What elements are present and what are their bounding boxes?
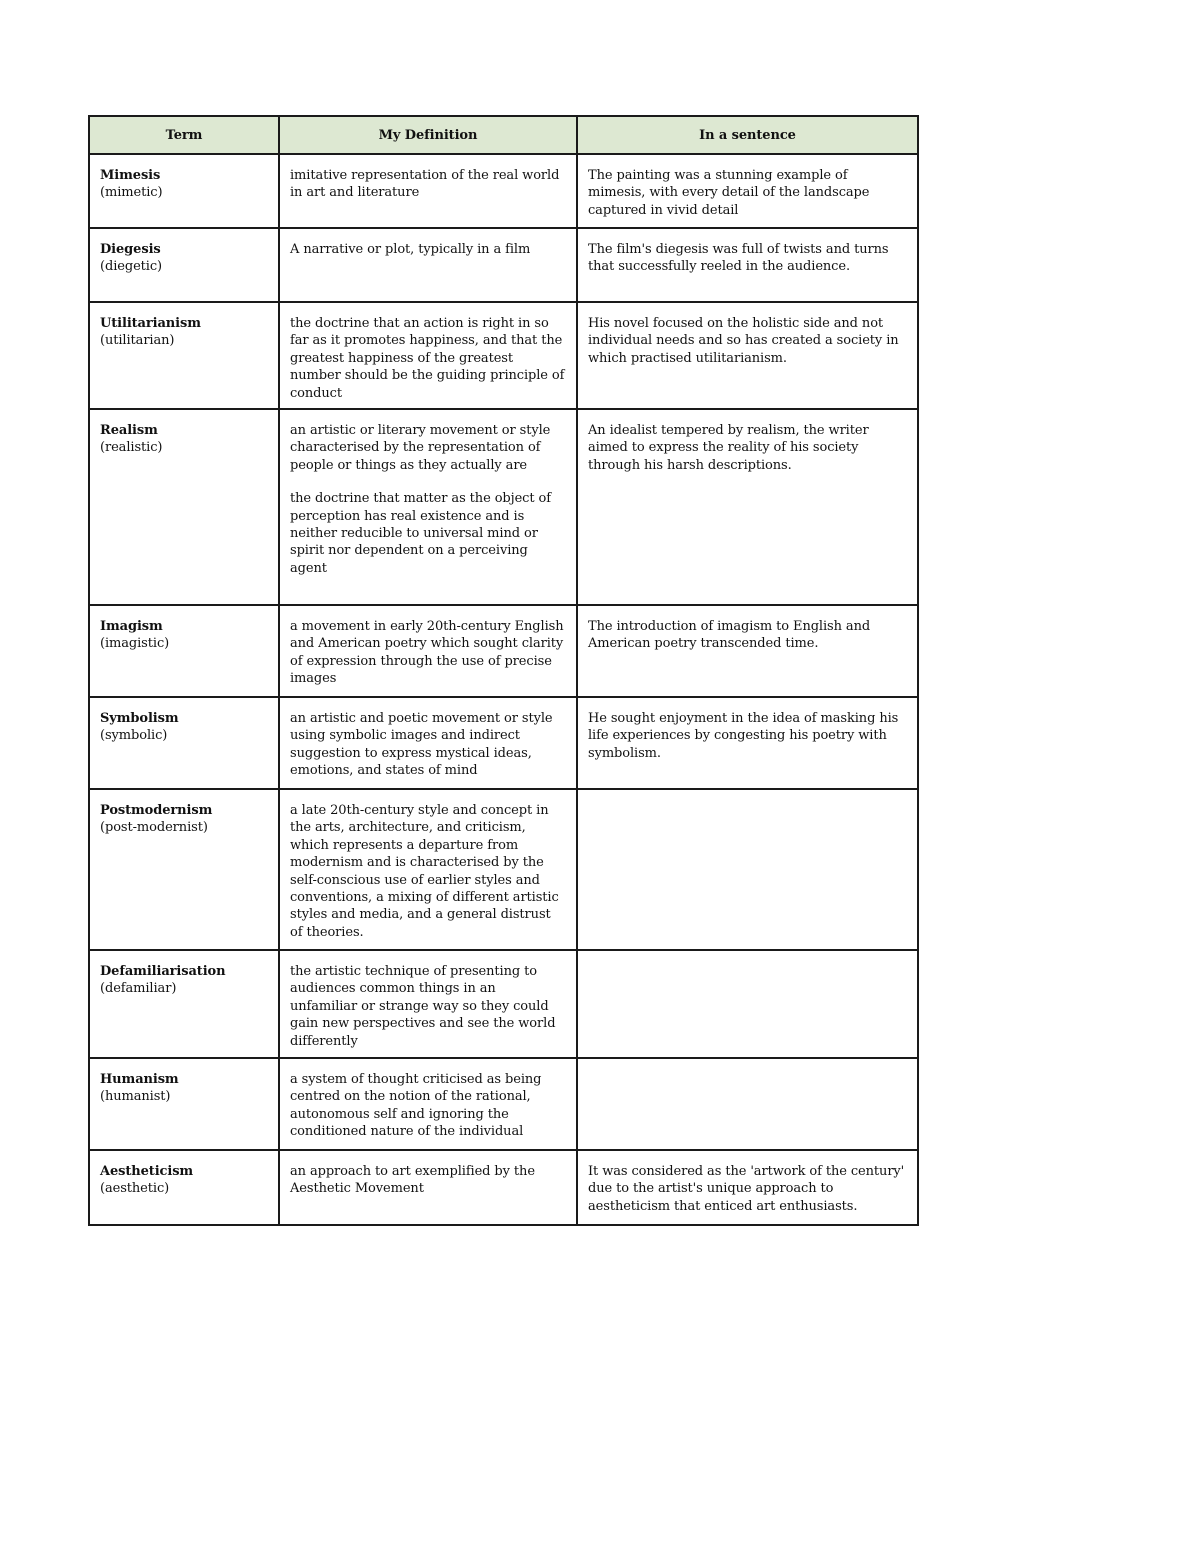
definition-cell xyxy=(279,1150,577,1225)
sentence-cell xyxy=(577,154,918,228)
header-row xyxy=(89,116,918,154)
term-cell xyxy=(89,605,279,697)
definition-cell xyxy=(279,605,577,697)
sentence-cell xyxy=(577,302,918,409)
term-word-form: (post-modernist) xyxy=(100,820,208,836)
sentence-text: It was considered as the 'artwork of the century' due to the artist's unique approach to aestheticism that enticed art enthusiasts. xyxy=(588,1164,905,1214)
definition-text: the doctrine that matter as the object of perception has real existence and is neither reducible to universal mind or spirit nor dependent on a perceiving agent xyxy=(290,491,551,576)
term-word-form: (mimetic) xyxy=(100,185,163,201)
definition-text: an approach to art exemplified by the Aesthetic Movement xyxy=(290,1164,535,1197)
term-cell xyxy=(89,154,279,228)
definition-text: a movement in early 20th-century English and American poetry which sought clarity of expression through the use of precise images xyxy=(290,619,564,687)
sentence-text: An idealist tempered by realism, the writer aimed to express the reality of his society through his harsh descriptions. xyxy=(588,423,869,473)
definition-cell xyxy=(279,950,577,1058)
table-row xyxy=(89,228,918,302)
sentence-cell xyxy=(577,950,918,1058)
term-name: Realism xyxy=(100,423,158,439)
definition-cell xyxy=(279,154,577,228)
definition-text: a system of thought criticised as being centred on the notion of the rational, autonomous self and ignoring the conditioned nature of the individual xyxy=(290,1072,542,1140)
term-word-form: (diegetic) xyxy=(100,259,162,275)
definition-cell xyxy=(279,789,577,950)
definition-cell xyxy=(279,302,577,409)
term-name: Humanism xyxy=(100,1072,179,1088)
table-row xyxy=(89,1058,918,1150)
term-cell xyxy=(89,697,279,789)
term-name: Diegesis xyxy=(100,242,161,257)
definition-text: the artistic technique of presenting to audiences common things in an unfamiliar or strange way so they could gain new perspectives and see the world differently xyxy=(290,964,556,1049)
table-row xyxy=(89,302,918,409)
sentence-cell xyxy=(577,1150,918,1225)
definition-text: A narrative or plot, typically in a film xyxy=(290,242,531,257)
term-name: Postmodernism xyxy=(100,803,213,819)
definition-text: imitative representation of the real world in art and literature xyxy=(290,168,560,201)
table-row xyxy=(89,154,918,228)
definition-cell xyxy=(279,228,577,302)
term-name: Defamiliarisation xyxy=(100,964,226,980)
table-header xyxy=(89,116,918,154)
table-row xyxy=(89,409,918,605)
sentence-text: The painting was a stunning example of mimesis, with every detail of the landscape captured in vivid detail xyxy=(588,168,870,218)
term-word-form: (imagistic) xyxy=(100,636,170,652)
term-cell xyxy=(89,228,279,302)
definition-cell xyxy=(279,1058,577,1150)
sentence-text: The introduction of imagism to English and American poetry transcended time. xyxy=(588,619,871,652)
definition-cell xyxy=(279,409,577,605)
header-definition: My Definition xyxy=(279,116,577,154)
definition-cell xyxy=(279,697,577,789)
term-name: Utilitarianism xyxy=(100,316,201,331)
term-word-form: (humanist) xyxy=(100,1089,171,1105)
term-name: Imagism xyxy=(100,619,163,635)
header-sentence: In a sentence xyxy=(577,116,918,154)
term-cell xyxy=(89,950,279,1058)
table-row xyxy=(89,605,918,697)
glossary-table xyxy=(88,115,919,1226)
term-word-form: (realistic) xyxy=(100,440,163,456)
term-name: Aestheticism xyxy=(100,1164,194,1180)
definition-text: an artistic and poetic movement or style using symbolic images and indirect suggestion to express mystical ideas, emotions, and states of mind xyxy=(290,711,553,779)
sentence-cell xyxy=(577,228,918,302)
sentence-cell xyxy=(577,789,918,950)
sentence-cell xyxy=(577,605,918,697)
sentence-cell xyxy=(577,1058,918,1150)
term-word-form: (aesthetic) xyxy=(100,1181,170,1197)
definition-text: an artistic or literary movement or style characterised by the representation of people or things as they actually are xyxy=(290,423,551,473)
table-row xyxy=(89,789,918,950)
table-row xyxy=(89,1150,918,1225)
term-cell xyxy=(89,409,279,605)
sentence-text: He sought enjoyment in the idea of masking his life experiences by congesting his poetry with symbolism. xyxy=(588,711,899,761)
table-row xyxy=(89,950,918,1058)
table-row xyxy=(89,697,918,789)
term-word-form: (symbolic) xyxy=(100,728,168,744)
term-word-form: (utilitarian) xyxy=(100,333,175,349)
sentence-text: The film's diegesis was full of twists and turns that successfully reeled in the audience. xyxy=(588,242,889,275)
sentence-cell xyxy=(577,409,918,605)
term-word-form: (defamiliar) xyxy=(100,981,177,997)
sentence-text: His novel focused on the holistic side and not individual needs and so has created a society in which practised utilitarianism. xyxy=(588,316,899,366)
sentence-cell xyxy=(577,697,918,789)
term-name: Symbolism xyxy=(100,711,179,727)
definition-text: the doctrine that an action is right in so far as it promotes happiness, and that the greatest happiness of the greatest number should be the guiding principle of conduct xyxy=(290,316,565,401)
term-cell xyxy=(89,302,279,409)
definition-text: a late 20th-century style and concept in the arts, architecture, and criticism, which represents a departure from modernism and is characterised by the self-conscious use of earlier styles and conventions, a mixing of different artistic styles and media, and a general distrust of theories. xyxy=(290,803,559,940)
term-cell xyxy=(89,1058,279,1150)
term-cell xyxy=(89,789,279,950)
term-name: Mimesis xyxy=(100,168,161,183)
term-cell xyxy=(89,1150,279,1225)
header-term: Term xyxy=(89,116,279,154)
table-body xyxy=(89,154,918,1225)
